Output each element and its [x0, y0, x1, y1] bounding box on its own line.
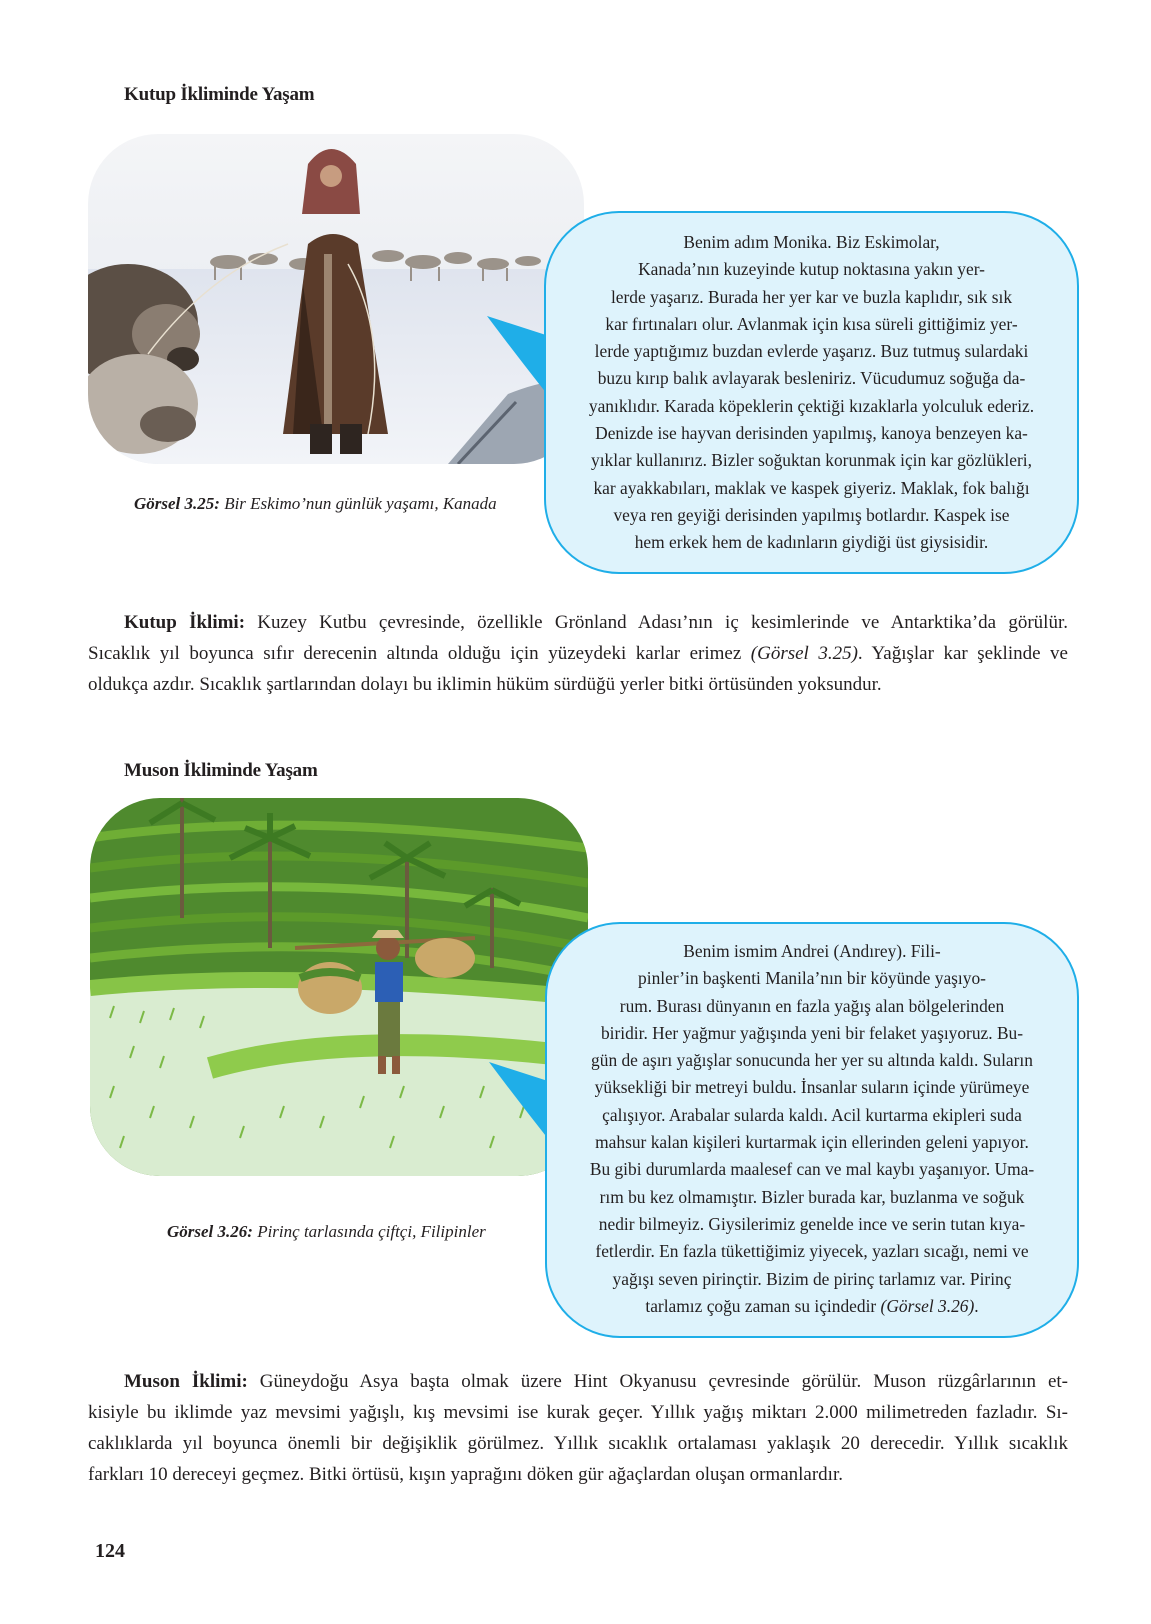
bubble-line [559, 1293, 1065, 1320]
bubble-text: tarlamız çoğu zaman su içindedir [645, 1295, 881, 1316]
bubble-line: kar ayakkabıları, maklak ve kaspek giyeriz. Maklak, fok balığı [593, 477, 1030, 498]
bubble-line: lerde yaptığımız buzdan evlerde yaşarız. Buz tutmuş sulardaki [594, 341, 1029, 362]
section-heading-polar: Kutup İkliminde Yaşam [124, 84, 315, 105]
section-heading-monsoon: Muson İkliminde Yaşam [124, 760, 318, 781]
bubble-line: lerde yaşarız. Burada her yer kar ve buzla kaplıdır, sık sık [610, 286, 1013, 307]
bubble-line: gün de aşırı yağışlar sonucunda her yer su altında kaldı. Suların [591, 1050, 1033, 1071]
bubble-line: nedir bilmeyiz. Giysilerimiz genelde ince ve serin tutan kıya- [598, 1213, 1026, 1234]
bubble-line: veya ren geyiği derisinden yapılmış botlardır. Kaspek ise [613, 504, 1010, 525]
caption-text: Bir Eskimo’nun günlük yaşamı, Kanada [219, 494, 497, 513]
speech-bubble-monika [544, 211, 1079, 574]
paragraph-text: . Yağışlar kar şeklinde ve [857, 643, 1068, 664]
bubble-line: rum. Burası dünyanın en fazla yağış alan bölgelerinden [619, 995, 1005, 1016]
figure-caption-3-26 [167, 1222, 486, 1242]
photo-eskimo [88, 134, 584, 464]
bubble-line: yağışı seven pirinçtir. Bizim de pirinç tarlamız var. Pirinç [612, 1268, 1012, 1289]
paragraph-text: Kuzey Kutbu çevresinde, özellikle Grönland Adası’nın iç kesimlerinde ve Antarktika’da görülür. [245, 612, 1068, 633]
figure-reference: (Görsel 3.26) [880, 1295, 975, 1316]
bubble-line: Denizde ise hayvan derisinden yapılmış, kanoya benzeyen ka- [595, 423, 1028, 444]
term-label: Muson İklimi: [124, 1371, 248, 1392]
paragraph-text: Güneydoğu Asya başta olmak üzere Hint Okyanusu çevresinde görülür. Muson rüzgârlarının et- [247, 1371, 1069, 1392]
bubble-line: Benim adım Monika. Biz Eskimolar, [683, 232, 940, 252]
paragraph-line: farkları 10 dereceyi geçmez. Bitki örtüsü, kışın yaprağını döken gür ağaçlardan oluşan ormanlardır. [88, 1464, 843, 1485]
bubble-line: biridir. Her yağmur yağışında yeni bir felaket yaşıyoruz. Bu- [600, 1022, 1024, 1043]
caption-label: Görsel 3.25: [134, 494, 220, 513]
caption-label: Görsel 3.26: [167, 1222, 253, 1241]
paragraph-line: caklıklarda yıl boyunca önemli bir değişiklik görülmez. Yıllık sıcaklık ortalaması yaklaşık 20 derecedir. Yıllık sıcaklık [88, 1433, 1068, 1454]
paragraph-monsoon-climate [88, 1366, 1068, 1490]
bubble-text: . [974, 1295, 979, 1316]
bubble-line: kar fırtınaları olur. Avlanmak için kısa süreli gittiğimiz yer- [605, 313, 1018, 334]
speech-bubble-andrei [545, 922, 1079, 1338]
bubble-line: yıklar kullanırız. Bizler soğuktan korunmak için kar gözlükleri, [591, 450, 1032, 471]
paragraph-line [88, 638, 1068, 669]
bubble-line: buzu kırıp balık avlayarak besleniriz. Vücudumuz soğuğa da- [597, 368, 1026, 389]
bubble-line: mahsur kalan kişileri kurtarmak için ellerinden geleni yapıyor. [595, 1132, 1029, 1153]
bubble-line: Benim ismim Andrei (Andırey). Fili- [683, 941, 941, 961]
page-number: 124 [95, 1540, 125, 1562]
paragraph-line: kisiyle bu iklimde yaz mevsimi yağışlı, kış mevsimi ise kurak geçer. Yıllık yağış miktarı 2.000 milimetreden fazladır. Sı- [88, 1402, 1068, 1423]
speech-bubble-tail [489, 1062, 553, 1142]
term-label: Kutup İklimi: [124, 612, 246, 633]
figure-reference: (Görsel 3.25) [750, 643, 858, 664]
speech-bubble-tail [487, 316, 551, 396]
bubble-line: pinler’in başkenti Manila’nın bir köyünde yaşıyo- [638, 968, 986, 989]
bubble-line: Kanada’nın kuzeyinde kutup noktasına yakın yer- [638, 259, 985, 280]
bubble-line: çalışıyor. Arabalar sularda kaldı. Acil kurtarma ekipleri suda [602, 1104, 1022, 1125]
bubble-line: rım bu kez olmamıştır. Bizler burada kar, buzlanma ve soğuk [599, 1186, 1025, 1207]
caption-text: Pirinç tarlasında çiftçi, Filipinler [252, 1222, 486, 1241]
bubble-line: Bu gibi durumlarda maalesef can ve mal kaybı yaşanıyor. Uma- [589, 1159, 1035, 1180]
bubble-line: yüksekliği bir metreyi buldu. İnsanlar suların içinde yürümeye [594, 1077, 1030, 1098]
paragraph-line: oldukça azdır. Sıcaklık şartlarından dolayı bu iklimin hüküm sürdüğü yerler bitki örtüsünden yoksundur. [88, 674, 882, 695]
bubble-line: hem erkek hem de kadınların giydiği üst giysisidir. [634, 532, 989, 553]
paragraph-text: Sıcaklık yıl boyunca sıfır derecenin altında olduğu için yüzeydeki karlar erimez [88, 643, 751, 664]
bubble-line: yanıklıdır. Karada köpeklerin çektiği kızaklarla yolculuk ederiz. [588, 395, 1035, 416]
bubble-line: fetlerdir. En fazla tükettiğimiz yiyecek, yazları sıcağı, nemi ve [595, 1241, 1029, 1262]
paragraph-line [88, 607, 1068, 638]
figure-caption-3-25 [134, 494, 497, 514]
paragraph-polar-climate [88, 607, 1068, 700]
paragraph-line [88, 1366, 1068, 1397]
